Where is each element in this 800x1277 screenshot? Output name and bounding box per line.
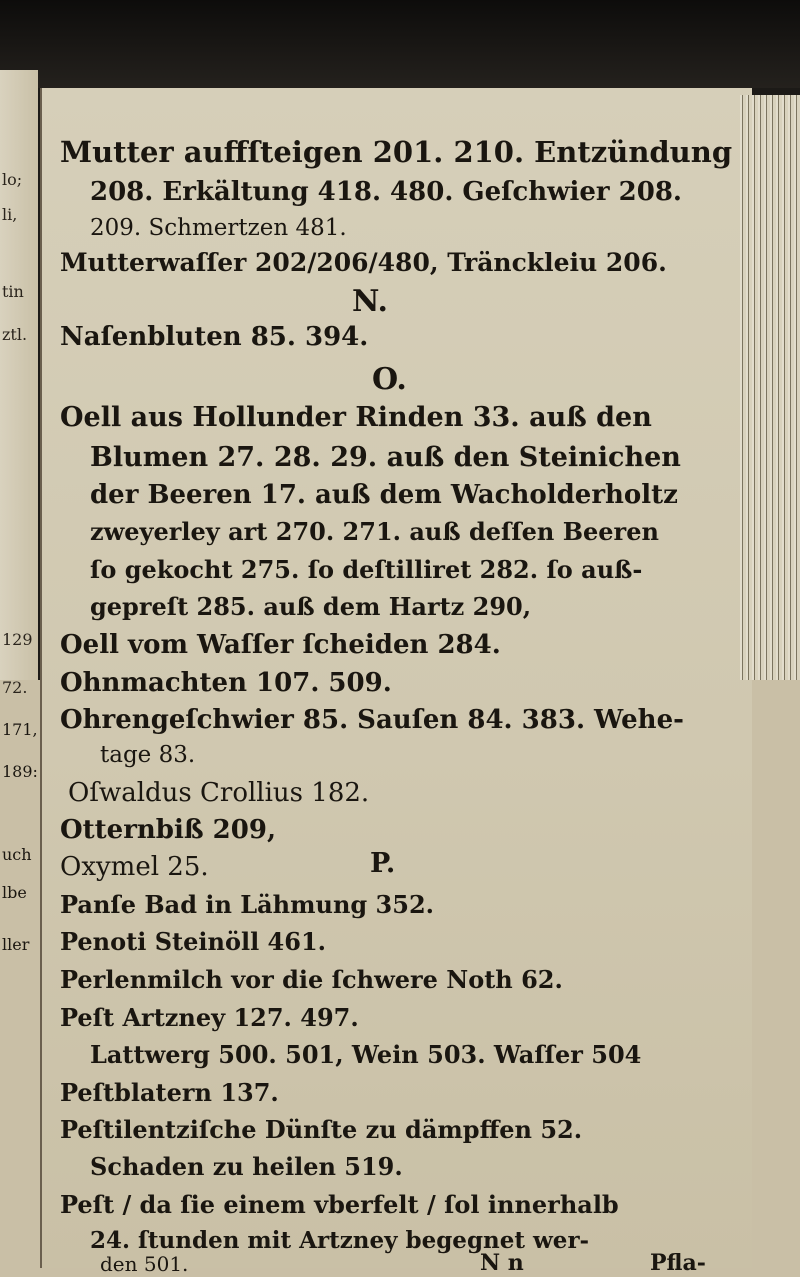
- index-line: Panſe Bad in Lähmung 352.: [60, 890, 435, 919]
- index-line: Perlenmilch vor die ſchwere Noth 62.: [60, 965, 563, 994]
- scan-top-shadow: [0, 0, 800, 88]
- index-line: tage 83.: [100, 742, 196, 768]
- index-line: Naſenbluten 85. 394.: [60, 322, 369, 352]
- margin-fragment: li,: [2, 205, 18, 224]
- index-line: Oſwaldus Crollius 182.: [68, 778, 370, 808]
- index-line: Oell vom Waſſer ſcheiden 284.: [60, 630, 501, 660]
- section-letter: N.: [352, 284, 388, 319]
- index-line: Peſt Artzney 127. 497.: [60, 1003, 359, 1032]
- index-line: Schaden zu heilen 519.: [90, 1152, 403, 1181]
- index-line: Oell aus Hollunder Rinden 33. auß den: [60, 402, 652, 433]
- section-letter: O.: [372, 362, 407, 397]
- index-line: den 501.: [100, 1252, 189, 1276]
- section-letter: P.: [370, 848, 396, 879]
- margin-fragment: ller: [2, 935, 30, 954]
- margin-fragment: lbe: [2, 883, 27, 902]
- index-line: Oxymel 25.: [60, 852, 209, 882]
- index-line: Blumen 27. 28. 29. auß den Steinichen: [90, 442, 681, 473]
- index-line: gepreſt 285. auß dem Hartz 290,: [90, 592, 532, 621]
- margin-fragment: uch: [2, 845, 32, 864]
- index-line: zweyerley art 270. 271. auß deſſen Beeren: [90, 517, 659, 546]
- margin-fragment: ztl.: [2, 325, 28, 344]
- index-line: Peſtilentziſche Dünſte zu dämpffen 52.: [60, 1115, 583, 1144]
- margin-fragment: 129: [2, 630, 33, 649]
- index-line: Otternbiß 209,: [60, 815, 276, 845]
- page-edges: [740, 95, 800, 680]
- index-line: Peſt / da ſie einem vberfelt / ſol innerhalb: [60, 1190, 619, 1219]
- index-line: der Beeren 17. auß dem Wacholderholtz: [90, 480, 678, 510]
- index-line: Penoti Steinöll 461.: [60, 927, 326, 956]
- margin-fragment: 189:: [2, 762, 38, 781]
- index-line: Mutter auffſteigen 201. 210. Entzündung: [60, 135, 733, 169]
- index-line: Peſtblatern 137.: [60, 1078, 279, 1107]
- index-line: Ohnmachten 107. 509.: [60, 668, 392, 698]
- index-line: Mutterwaſſer 202/206/480, Tränckleiu 206.: [60, 248, 667, 277]
- index-line: Ohrengeſchwier 85. Sauſen 84. 383. Wehe-: [60, 705, 684, 735]
- catchword: Pfla-: [650, 1250, 706, 1276]
- index-line: ſo gekocht 275. ſo deſtilliret 282. ſo auß-: [90, 555, 643, 584]
- index-line: Lattwerg 500. 501, Wein 503. Waſſer 504: [90, 1040, 642, 1069]
- signature-mark: N n: [480, 1250, 524, 1276]
- margin-fragment: lo;: [2, 170, 23, 189]
- index-line: 209. Schmertzen 481.: [90, 215, 347, 241]
- index-line: 24. ſtunden mit Artzney begegnet wer-: [90, 1227, 590, 1254]
- margin-fragment: tin: [2, 282, 24, 301]
- index-line: 208. Erkältung 418. 480. Geſchwier 208.: [90, 177, 682, 207]
- margin-fragment: 171,: [2, 720, 38, 739]
- previous-page-strip: [0, 70, 38, 697]
- margin-fragment: 72.: [2, 678, 28, 697]
